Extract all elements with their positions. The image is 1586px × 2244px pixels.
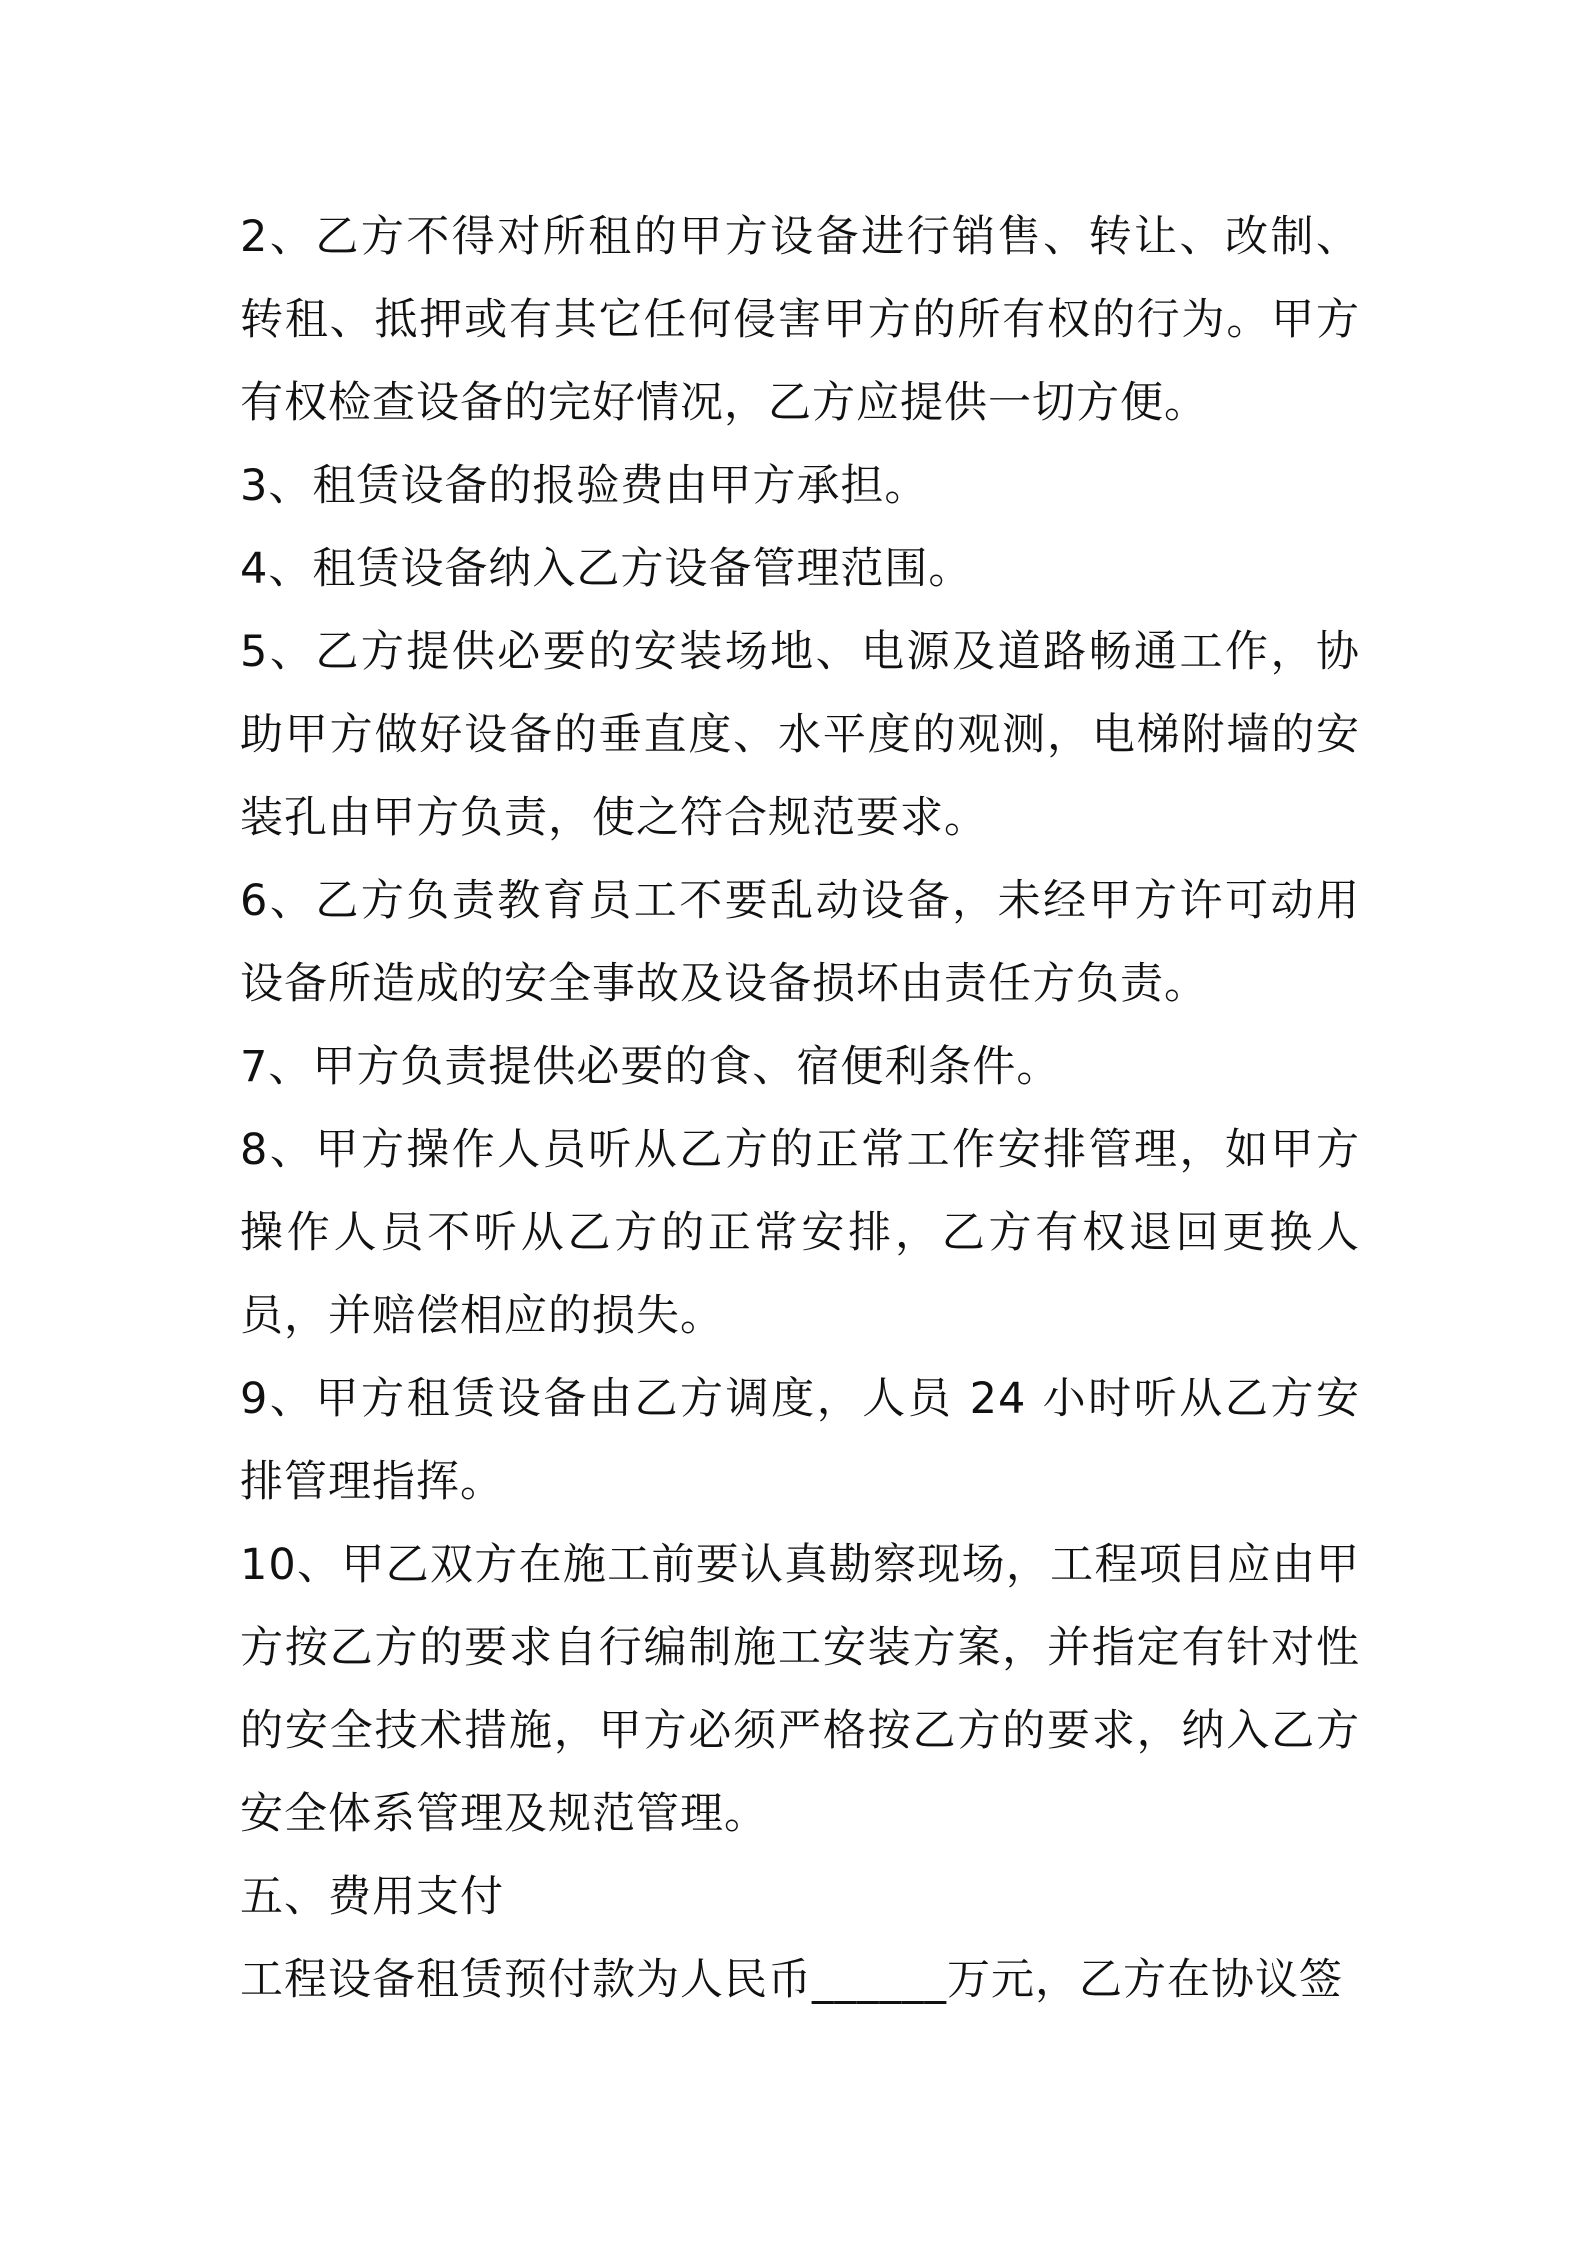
clause-6: 6、乙方负责教育员工不要乱动设备，未经甲方许可动用设备所造成的安全事故及设备损坏由责任方负责。 [240,876,1360,1009]
clause-7: 7、甲方负责提供必要的食、宿便利条件。 [240,1042,1061,1092]
section-heading-payment: 五、费用支付 [240,1872,504,1922]
payment-text: 工程设备租赁预付款为人民币______万元，乙方在协议签 [240,1955,1343,2005]
clause-10: 10、甲乙双方在施工前要认真勘察现场，工程项目应由甲方按乙方的要求自行编制施工安装方案，并指定有针对性的安全技术措施，甲方必须严格按乙方的要求，纳入乙方安全体系管理及规范管理。 [240,1540,1360,1839]
clause-5: 5、乙方提供必要的安装场地、电源及道路畅通工作，协助甲方做好设备的垂直度、水平度的观测，电梯附墙的安装孔由甲方负责，使之符合规范要求。 [240,627,1360,843]
clause-2: 2、乙方不得对所租的甲方设备进行销售、转让、改制、转租、抵押或有其它任何侵害甲方的所有权的行为。甲方有权检查设备的完好情况，乙方应提供一切方便。 [240,212,1360,428]
clause-4: 4、租赁设备纳入乙方设备管理范围。 [240,544,973,594]
document-body [240,196,1360,2022]
clause-8: 8、甲方操作人员听从乙方的正常工作安排管理，如甲方操作人员不听从乙方的正常安排，乙方有权退回更换人员，并赔偿相应的损失。 [240,1125,1360,1341]
clause-9: 9、甲方租赁设备由乙方调度，人员 24 小时听从乙方安排管理指挥。 [240,1374,1360,1507]
clause-3: 3、租赁设备的报验费由甲方承担。 [240,461,929,511]
